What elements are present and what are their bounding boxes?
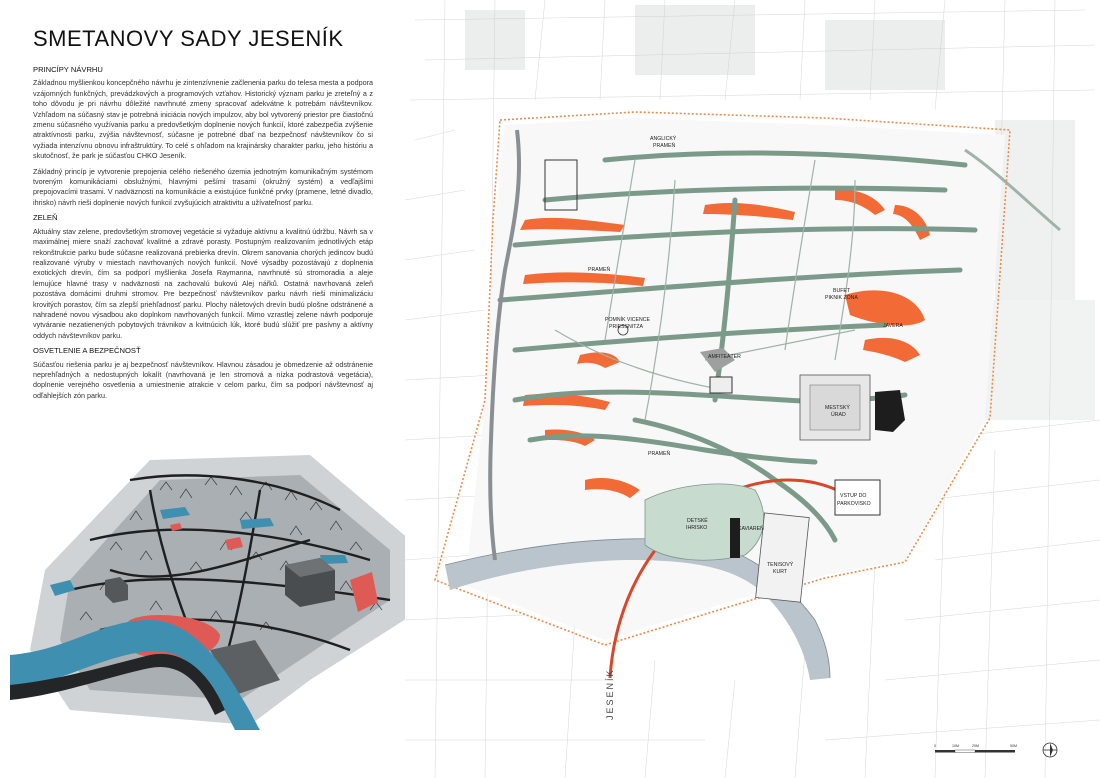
label-piknik: PIKNIK ZÓNA <box>825 295 858 301</box>
section-heading: PRINCÍPY NÁVRHU <box>33 65 103 74</box>
label-vstup: VSTUP DO <box>840 493 867 499</box>
label-pramen: PRAMEŇ <box>588 267 611 273</box>
section-principles <box>33 65 373 208</box>
site-plan <box>405 0 1100 778</box>
section-greenery <box>33 213 373 341</box>
scale-label-0: 0 <box>934 744 936 748</box>
label-mestsky: MESTSKÝ <box>825 405 850 411</box>
label-tenisovy: TENISOVÝ <box>767 562 794 568</box>
label-javera: JAVERA <box>883 323 903 329</box>
label-parkovisko: PARKOVISKO <box>837 501 871 507</box>
section-lighting <box>33 346 373 401</box>
label-kaviaren: KAVIAREŇ <box>738 526 764 532</box>
scale-label-20: 20M <box>972 744 979 748</box>
section-heading: ZELEŇ <box>33 213 58 223</box>
isometric-model <box>10 450 420 730</box>
label-ihrisko: IHRISKO <box>686 525 708 531</box>
label-jesenik: JESENÍK <box>605 668 615 720</box>
label-urad: ÚRAD <box>831 412 846 418</box>
label-anglicky-2: PRAMEŇ <box>653 143 676 149</box>
label-anglicky: ANGLICKÝ <box>650 136 677 142</box>
scale-label-50: 50M <box>1010 744 1017 748</box>
section-paragraph: Základný princíp je vytvorenie prepojenia celého riešeného územia jednotným komunikačným systémom tvoreným komunikáciami obslužnými, hlavnými pešími trasami (okružný systém) a vedľajšími prepojovacími trasami. V nadväznosti na komunikácie a existujúce funkčné prvky (pramene, letné divadlo, ihrisko) návrh rieši doplnenie nových funkcií zvyšujúcich atraktivitu a užívateľnosť parku. <box>33 166 373 207</box>
text-column <box>33 60 373 406</box>
section-paragraph: Základnou myšlienkou koncepčného návrhu je zintenzívnenie začlenenia parku do telesa mesta a podpora vzájomných funkčných, prevádzkových a programových vzťahov. Historický význam parku je zreteľný a z toho dôvodu je pri návrhu dôležité navrhnuté zmeny spracovať adekvátne k potrebám návštevníkov. Vzhľadom na súčasný stav je potrebná iniciácia nových impulzov, aby bol vytvorený priestor pre čiastočnú zmenu súčasného využívania parku a predovšetkým doplnenie nových funkcií, ktoré zabezpečia zvýšenie atraktívnosti parku, zvýšia návštevnosť, súčasne je potrebné dbať na bezpečnosť návštevníkov čo si vyžiada intenzívnu obnovu infraštruktúry. To celé s ohľadom na krajinársky charakter parku, jeho históriu a skutočnosť, že park je súčasťou CHKO Jeseník. <box>33 78 373 161</box>
section-paragraph: Aktuálny stav zelene, predovšetkým stromovej vegetácie si vyžaduje aktívnu a kvalitnú údržbu. Návrh sa v maximálnej miere snaží zachovať kvalitné a zdravé porasty. Postupným realizovaním jednotlivých etáp rekonštrukcie parku bude súčasne realizovaná prebierka drevín. Okrem sanovania chorých jedincov budú realizované výruby v miestach navrhovaných nových funkcií. Nové výsadby pozostávajú z doplnenia exotických drevín, čím sa podporí myšlienka Josefa Raymanna, navrhnuté sú stromoradia a aleje lemujúce hlavné trasy v nadväznosti na zachovalú bukovú Alej nářků. Ostatná navrhovaná zeleň pozostáva domácimi druhmi stromov. Pre bezpečnosť návštevníkov parku návrh rieši minimalizáciu krovitých porastov, čím sa zlepší priehľadnosť parku. Plochy náletových drevín budú plošne odstránené a nahradené novou výsadbou ako doplnkom navrhovaných funkcií. Mimo vzrastlej zelene návrh podporuje vytváranie nezatienených pobytových trávnikov a kvitnúcich lúk, ktoré budú slúžiť pre pasívny a aktívny oddych návštevníkov parku. <box>33 226 373 340</box>
label-bufet: BUFET <box>833 288 851 294</box>
section-paragraph: Súčasťou riešenia parku je aj bezpečnosť návštevníkov. Hlavnou zásadou je obmedzenie až odstránenie neprehľadných a nedostupných lokalít (navrhovaná je len stromová a nízka podrastová vegetácia), doplnenie verejného osvetlenia a umiestnenie atrakcie v celom parku, čím sa podporí návštevnosť aj odľahlejších zón parku. <box>33 359 373 400</box>
label-kurt: KURT <box>773 569 788 575</box>
scale-label-10: 10M <box>952 744 959 748</box>
label-pomnik: POMNÍK VICENCE <box>605 317 650 323</box>
page-title: SMETANOVY SADY JESENÍK <box>33 26 344 51</box>
section-heading: OSVETLENIE A BEZPEČNOSŤ <box>33 346 141 356</box>
label-pomnik-2: PRIESSNITZA <box>609 324 644 330</box>
label-detske: DETSKÉ <box>687 518 708 524</box>
label-amfiteater: AMFITEÁTER <box>708 354 741 360</box>
north-arrow-icon <box>1043 743 1057 757</box>
label-pramen-2: PRAMEŇ <box>648 451 671 457</box>
